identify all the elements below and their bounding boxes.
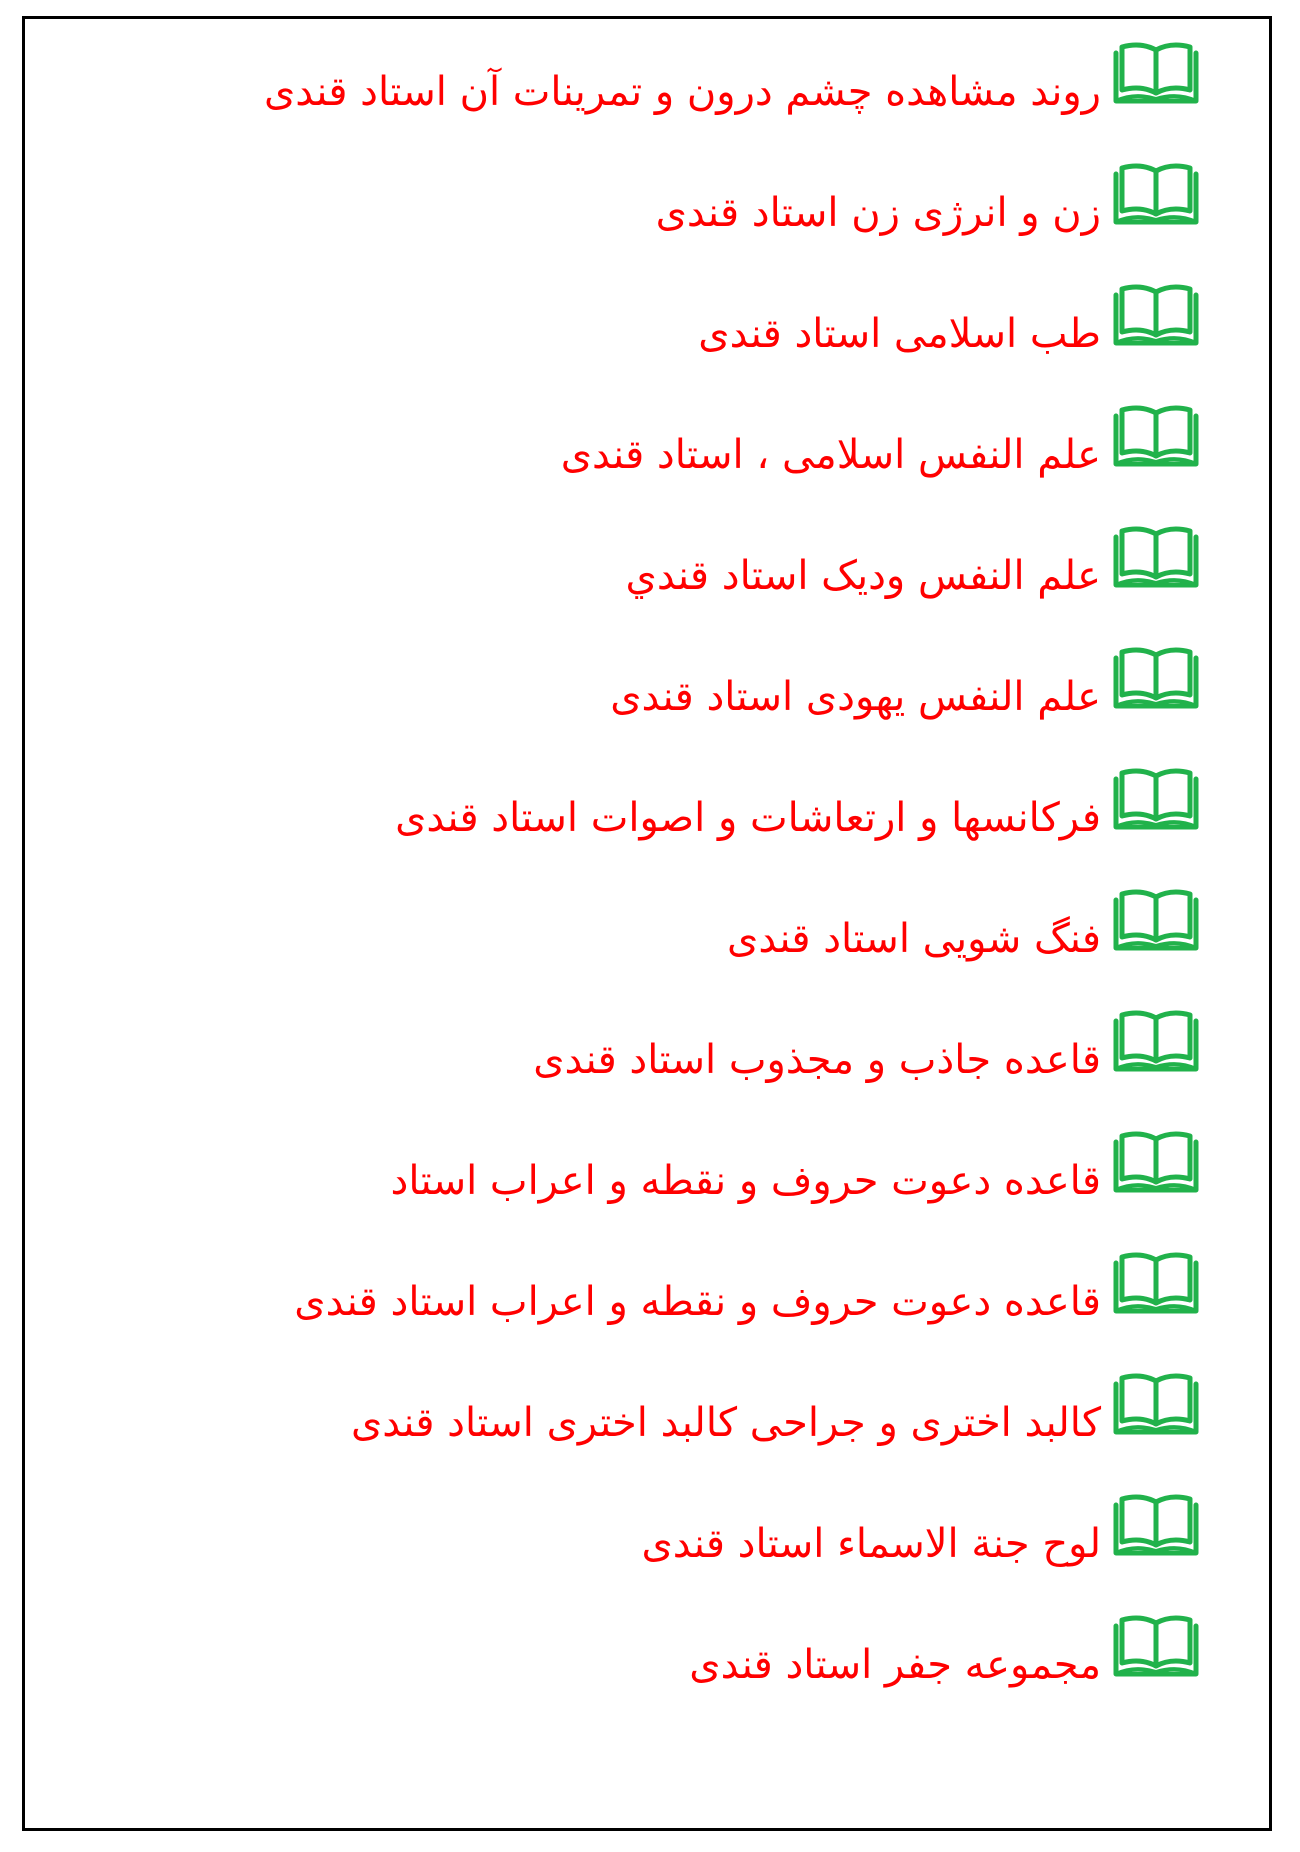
open-book-icon xyxy=(1113,888,1199,954)
open-book-icon xyxy=(1113,41,1199,107)
list-item[interactable] xyxy=(65,404,1199,525)
book-list xyxy=(65,41,1199,1735)
book-link[interactable]: قاعده دعوت حروف و نقطه و اعراب استاد xyxy=(390,1158,1101,1204)
open-book-icon xyxy=(1113,1130,1199,1196)
book-link[interactable]: زن و انرژی زن استاد قندی xyxy=(655,190,1101,236)
open-book-icon xyxy=(1113,525,1199,591)
open-book-icon xyxy=(1113,1614,1199,1680)
list-item[interactable] xyxy=(65,162,1199,283)
list-item[interactable] xyxy=(65,41,1199,162)
content-frame xyxy=(22,16,1272,1831)
list-item[interactable] xyxy=(65,1251,1199,1372)
open-book-icon xyxy=(1113,404,1199,470)
list-item[interactable] xyxy=(65,283,1199,404)
book-link[interactable]: کالبد اختری و جراحی کالبد اختری استاد قندی xyxy=(350,1400,1101,1446)
list-item[interactable] xyxy=(65,1372,1199,1493)
book-link[interactable]: روند مشاهده چشم درون و تمرینات آن استاد قندی xyxy=(263,69,1101,115)
book-link[interactable]: علم النفس یهودی استاد قندی xyxy=(610,674,1101,720)
book-link[interactable]: مجموعه جفر استاد قندی xyxy=(689,1642,1101,1688)
open-book-icon xyxy=(1113,1251,1199,1317)
list-item[interactable] xyxy=(65,1130,1199,1251)
open-book-icon xyxy=(1113,162,1199,228)
open-book-icon xyxy=(1113,283,1199,349)
list-item[interactable] xyxy=(65,646,1199,767)
open-book-icon xyxy=(1113,1009,1199,1075)
list-item[interactable] xyxy=(65,888,1199,1009)
list-item[interactable] xyxy=(65,525,1199,646)
open-book-icon xyxy=(1113,1372,1199,1438)
book-link[interactable]: لوح جنة الاسماء استاد قندی xyxy=(641,1521,1101,1567)
book-link[interactable]: طب اسلامی استاد قندی xyxy=(698,311,1101,357)
open-book-icon xyxy=(1113,646,1199,712)
book-link[interactable]: فرکانسها و ارتعاشات و اصوات استاد قندی xyxy=(395,795,1101,841)
list-item[interactable] xyxy=(65,1614,1199,1735)
open-book-icon xyxy=(1113,767,1199,833)
book-link[interactable]: علم النفس اسلامی ، استاد قندی xyxy=(560,432,1101,478)
book-link[interactable]: قاعده جاذب و مجذوب استاد قندی xyxy=(533,1037,1101,1083)
open-book-icon xyxy=(1113,1493,1199,1559)
book-link[interactable]: علم النفس ودیک استاد قندي xyxy=(625,553,1101,599)
list-item[interactable] xyxy=(65,767,1199,888)
list-item[interactable] xyxy=(65,1493,1199,1614)
book-link[interactable]: قاعده دعوت حروف و نقطه و اعراب استاد قندی xyxy=(294,1279,1101,1325)
book-link[interactable]: فنگ شویی استاد قندی xyxy=(727,916,1101,962)
list-item[interactable] xyxy=(65,1009,1199,1130)
